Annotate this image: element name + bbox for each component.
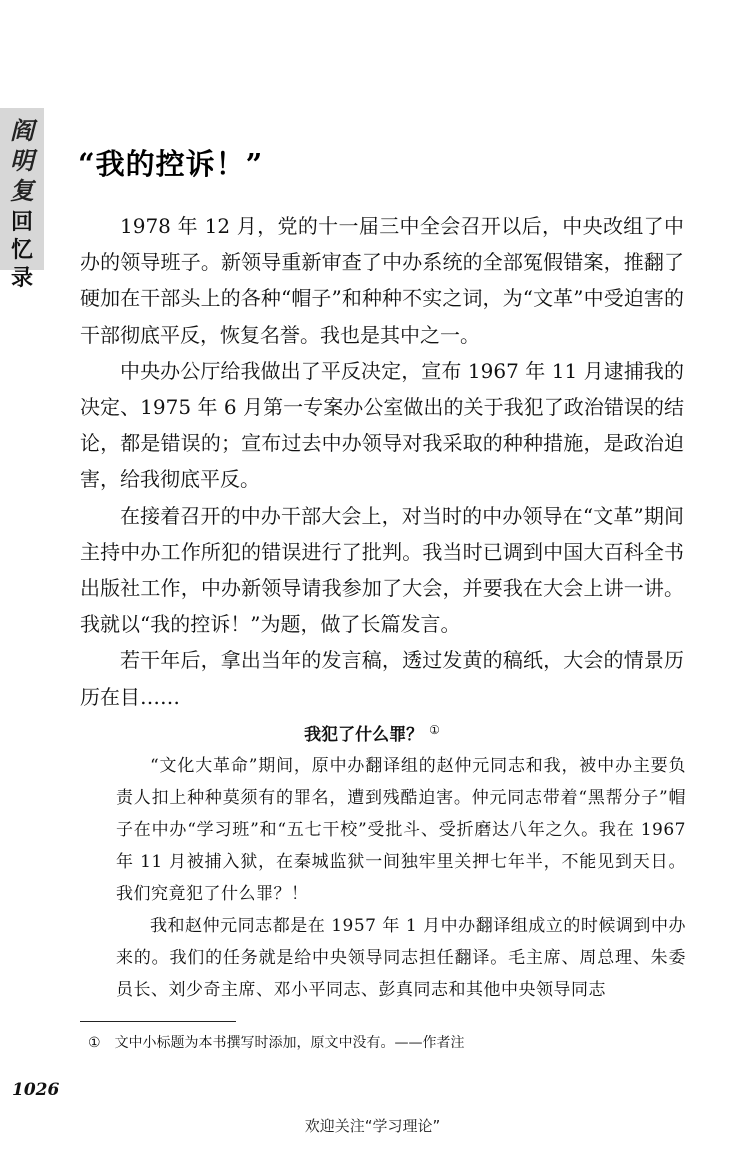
intro-paragraph-1: 1978 年 12 月，党的十一届三中全会召开以后，中央改组了中办的领导班子。新领导重新审查了中办系统的全部冤假错案，推翻了硬加在干部头上的各种“帽子”和种种不实之词，为“文革”中受迫害的干部彻底平反，恢复名誉。我也是其中之一。 xyxy=(80,214,684,347)
intro-paragraph-2: 中央办公厅给我做出了平反决定，宣布 1967 年 11 月逮捕我的决定、1975 年 6 月第一专案办公室做出的关于我犯了政治错误的结论，都是错误的；宣布过去中办领导对我采取的种种措施，是政治迫害，给我彻底平反。 xyxy=(80,358,684,492)
side-tab-author: 阎 明 复 xyxy=(10,116,34,205)
footnote-reference-marker: ① xyxy=(429,723,440,737)
intro-body xyxy=(80,208,684,715)
side-tab-series: 回 忆 录 xyxy=(10,209,33,291)
bottom-caption: 欢迎关注“学习理论” xyxy=(304,1117,441,1135)
footnote-marker: ① xyxy=(88,1035,101,1051)
page-number: 1026 xyxy=(12,1080,60,1100)
speech-subtitle xyxy=(220,720,524,745)
footnote-text: 文中小标题为本书撰写时添加，原文中没有。——作者注 xyxy=(114,1035,465,1051)
intro-paragraph-3: 在接着召开的中办干部大会上，对当时的中办领导在“文革”期间主持中办工作所犯的错误进行了批判。我当时已调到中国大百科全书出版社工作，中办新领导请我参加了大会，并要我在大会上讲一讲。我就以“我的控诉！”为题，做了长篇发言。 xyxy=(80,503,684,637)
intro-paragraph-4: 若干年后，拿出当年的发言稿，透过发黄的稿纸，大会的情景历历在目…… xyxy=(80,648,684,709)
speech-subtitle-text: 我犯了什么罪？ xyxy=(304,725,424,745)
side-tab-book-label xyxy=(0,108,44,291)
speech-paragraph-2: 我和赵仲元同志都是在 1957 年 1 月中办翻译组成立的时候调到中办来的。我们的任务就是给中央领导同志担任翻译。毛主席、周总理、朱委员长、刘少奇主席、邓小平同志、彭真同志和其他中央领导同志 xyxy=(116,916,686,1000)
footnote-divider xyxy=(80,1021,236,1022)
footnote xyxy=(88,1032,465,1052)
chapter-title: “我的控诉！” xyxy=(78,147,264,181)
speech-body xyxy=(116,750,686,1006)
speech-paragraph-1: “文化大革命”期间，原中办翻译组的赵仲元同志和我，被中办主要负责人扣上种种莫须有的罪名，遭到残酷迫害。仲元同志带着“黑帮分子”帽子在中办“学习班”和“五七干校”受批斗、受折磨达八年之久。我在 1967 年 11 月被捕入狱，在秦城监狱一间独牢里关押七年半，不能见到天日。我们究竟犯了什么罪？！ xyxy=(116,756,686,904)
